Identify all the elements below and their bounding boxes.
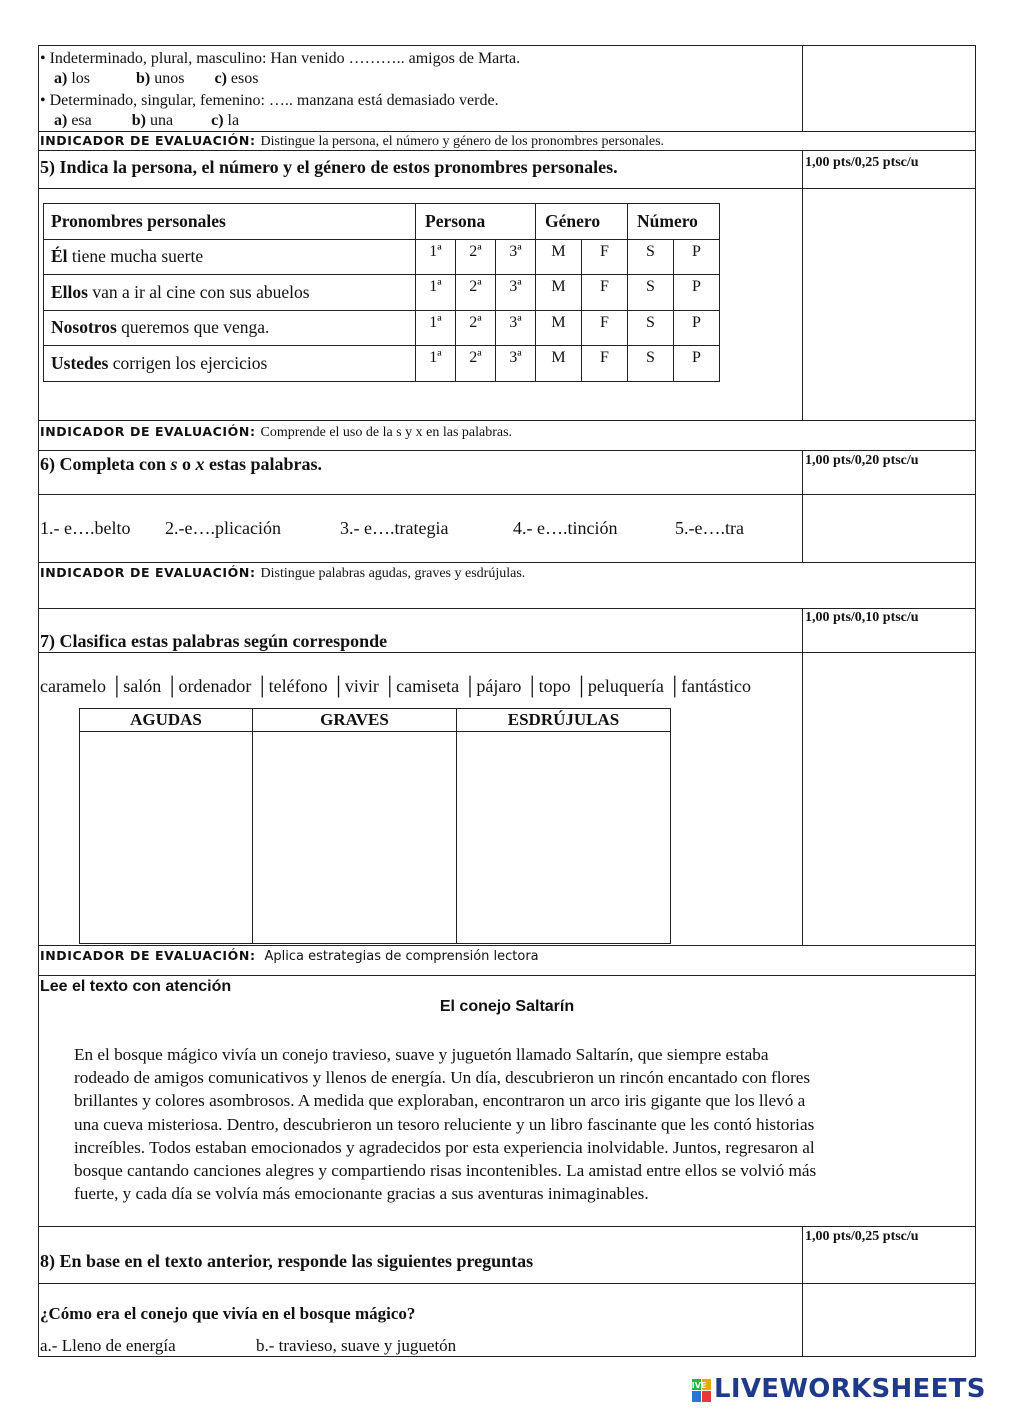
option-3a[interactable]: 3ª <box>496 239 536 275</box>
table-row <box>44 275 720 311</box>
row-line <box>38 131 976 132</box>
question-5-title: 5) Indica la persona, el número y el género de estos pronombres personales. <box>40 157 618 177</box>
pronoun-sentence: Ellos van a ir al cine con sus abuelos <box>44 275 416 311</box>
option-letter: a) <box>54 112 68 129</box>
story-line: una cueva misteriosa. Dentro, descubrieron un tesoro reluciente y un libro fascinante que les contó historias <box>74 1114 815 1134</box>
outer-top-line <box>38 45 976 46</box>
story-line: En el bosque mágico vivía un conejo travieso, suave y juguetón llamado Saltarín, que siempre estaba <box>74 1045 769 1064</box>
column-agudas: AGUDAS <box>80 709 253 732</box>
score-col-line <box>802 450 803 562</box>
header-pronombres: Pronombres personales <box>44 204 416 240</box>
story-line: bosque cantando canciones alegres y compartiendo risas incontenibles. La amistad entre ellos se volvió más <box>74 1161 817 1181</box>
pronoun-sentence: Él tiene mucha suerte <box>44 239 416 275</box>
drop-zone-esdrujulas[interactable] <box>457 732 671 944</box>
answer-option-a[interactable]: a.- Lleno de energía <box>40 1336 176 1355</box>
indicator-row <box>40 948 539 964</box>
option-s[interactable]: S <box>628 346 674 382</box>
option-f[interactable]: F <box>582 239 628 275</box>
option-2a[interactable]: 2ª <box>456 310 496 346</box>
story-line: fuerte, y cada día se volvía más emocionante gracias a sus aventuras inimaginables. <box>74 1184 649 1204</box>
header-genero: Género <box>536 204 628 240</box>
option-p[interactable]: P <box>674 275 720 311</box>
option-a[interactable]: esa <box>71 112 92 129</box>
option-p[interactable]: P <box>674 346 720 382</box>
option-c[interactable]: esos <box>230 70 259 87</box>
row-line <box>38 450 976 451</box>
option-letter: c) <box>211 112 224 129</box>
option-p[interactable]: P <box>674 310 720 346</box>
table-row <box>44 239 720 275</box>
score-col-line <box>802 608 803 945</box>
option-3a[interactable]: 3ª <box>496 346 536 382</box>
column-esdrujulas: ESDRÚJULAS <box>457 709 671 732</box>
option-3a[interactable]: 3ª <box>496 275 536 311</box>
answer-option-b[interactable]: b.- travieso, suave y juguetón <box>256 1336 457 1355</box>
option-s[interactable]: S <box>628 310 674 346</box>
option-s[interactable]: S <box>628 239 674 275</box>
story-line: increíbles. Todos estaban emocionados y agradecidos por esta experiencia inolvidable. Juntos, regresaron al <box>74 1137 815 1157</box>
points-label: 1,00 pts/0,20 ptsc/u <box>805 453 919 468</box>
drop-zone-agudas[interactable] <box>80 732 253 944</box>
row-line <box>38 150 976 151</box>
option-m[interactable]: M <box>536 275 582 311</box>
pronouns-table <box>43 203 720 382</box>
option-1a[interactable]: 1ª <box>416 346 456 382</box>
question-8-prompt: ¿Cómo era el conejo que vivía en el bosque mágico? <box>40 1304 416 1323</box>
question-8-title: 8) En base en el texto anterior, responde las siguientes preguntas <box>40 1251 534 1271</box>
story-text <box>74 1043 954 1205</box>
points-label: 1,00 pts/0,10 ptsc/u <box>805 610 919 625</box>
row-line <box>38 420 976 421</box>
option-b[interactable]: unos <box>154 70 185 87</box>
indicator-label: INDICADOR DE EVALUACIÓN: <box>40 133 256 148</box>
outer-left-line <box>38 45 39 1357</box>
row-line <box>38 494 976 495</box>
story-line: rodeado de amigos comunicativos y llenos de energía. Un día, descubrieron un rincón encantado con flores <box>74 1068 811 1088</box>
option-f[interactable]: F <box>582 310 628 346</box>
reading-instruction: Lee el texto con atención <box>40 978 232 995</box>
question-7-title: 7) Clasifica estas palabras según corresponde <box>40 631 388 651</box>
score-col-line <box>802 1226 803 1356</box>
row-line <box>38 608 976 609</box>
option-2a[interactable]: 2ª <box>456 275 496 311</box>
option-2a[interactable]: 2ª <box>456 346 496 382</box>
option-m[interactable]: M <box>536 310 582 346</box>
question-6-title: 6) Completa con s o x estas palabras. <box>40 454 323 474</box>
liveworksheets-logo-icon <box>686 1379 712 1403</box>
option-s[interactable]: S <box>628 275 674 311</box>
indicator-text: Comprende el uso de la s y x en las palabras. <box>260 425 513 440</box>
row-line <box>38 652 976 653</box>
classification-table <box>79 708 671 944</box>
table-row <box>44 346 720 382</box>
indicator-row <box>40 133 664 150</box>
option-1a[interactable]: 1ª <box>416 310 456 346</box>
column-graves: GRAVES <box>253 709 457 732</box>
word-list: caramelo │salón │ordenador │teléfono │vivir │camiseta │pájaro │topo │peluquería │fantástico <box>40 676 752 696</box>
indicator-label: INDICADOR DE EVALUACIÓN: <box>40 424 256 439</box>
option-letter: b) <box>131 112 146 129</box>
indicator-text: Distingue palabras agudas, graves y esdrújulas. <box>260 566 526 581</box>
option-letter: c) <box>214 70 227 87</box>
story-line: brillantes y colores asombrosos. A medida que exploraban, encontraron un arco iris gigante que los llevó a <box>74 1091 806 1111</box>
q4-item-2: • Determinado, singular, femenino: ….. manzana está demasiado verde. a) esa b) una c) la <box>40 92 499 129</box>
indicator-row <box>40 424 512 441</box>
story-title: El conejo Saltarín <box>439 998 575 1015</box>
fill-word-1[interactable]: 1.- e….belto <box>40 518 131 538</box>
points-label: 1,00 pts/0,25 ptsc/u <box>805 155 919 170</box>
row-line <box>38 975 976 976</box>
fill-word-5[interactable]: 5.-e….tra <box>675 518 744 538</box>
score-col-line <box>802 45 803 131</box>
drop-zone-graves[interactable] <box>253 732 457 944</box>
header-numero: Número <box>628 204 720 240</box>
row-line <box>38 1226 976 1227</box>
option-p[interactable]: P <box>674 239 720 275</box>
pronoun-sentence: Ustedes corrigen los ejercicios <box>44 346 416 382</box>
svg-text:LIVE: LIVE <box>686 1381 707 1390</box>
option-f[interactable]: F <box>582 275 628 311</box>
fill-word-3[interactable]: 3.- e….trategia <box>340 518 449 538</box>
indicator-label: INDICADOR DE EVALUACIÓN: <box>40 948 256 963</box>
option-f[interactable]: F <box>582 346 628 382</box>
option-1a[interactable]: 1ª <box>416 239 456 275</box>
option-b[interactable]: una <box>150 112 174 129</box>
row-line <box>38 188 976 189</box>
option-1a[interactable]: 1ª <box>416 275 456 311</box>
row-line <box>38 945 976 946</box>
header-persona: Persona <box>416 204 536 240</box>
indicator-row <box>40 565 525 582</box>
pronoun-sentence: Nosotros queremos que venga. <box>44 310 416 346</box>
option-2a[interactable]: 2ª <box>456 239 496 275</box>
indicator-text: Distingue la persona, el número y género de los pronombres personales. <box>260 134 665 149</box>
liveworksheets-logo[interactable]: LIVEWORKSHEETS <box>714 1374 986 1404</box>
option-letter: b) <box>136 70 151 87</box>
score-col-line <box>802 150 803 420</box>
points-label: 1,00 pts/0,25 ptsc/u <box>805 1229 919 1244</box>
option-a[interactable]: los <box>71 70 90 87</box>
q4-item-1: • Indeterminado, plural, masculino: Han venido ……….. amigos de Marta. a) los b) unos c) esos <box>40 50 521 87</box>
outer-right-line <box>975 45 976 1357</box>
indicator-label: INDICADOR DE EVALUACIÓN: <box>40 565 256 580</box>
outer-bottom-line <box>38 1356 976 1357</box>
option-letter: a) <box>54 70 68 87</box>
option-m[interactable]: M <box>536 346 582 382</box>
option-m[interactable]: M <box>536 239 582 275</box>
indicator-text: Aplica estrategias de comprensión lectora <box>264 949 539 964</box>
fill-word-4[interactable]: 4.- e….tinción <box>513 518 618 538</box>
table-row <box>44 310 720 346</box>
table-header-row <box>44 204 720 240</box>
row-line <box>38 562 976 563</box>
option-c[interactable]: la <box>227 112 240 129</box>
option-3a[interactable]: 3ª <box>496 310 536 346</box>
fill-word-2[interactable]: 2.-e….plicación <box>165 518 281 538</box>
row-line <box>38 1283 976 1284</box>
